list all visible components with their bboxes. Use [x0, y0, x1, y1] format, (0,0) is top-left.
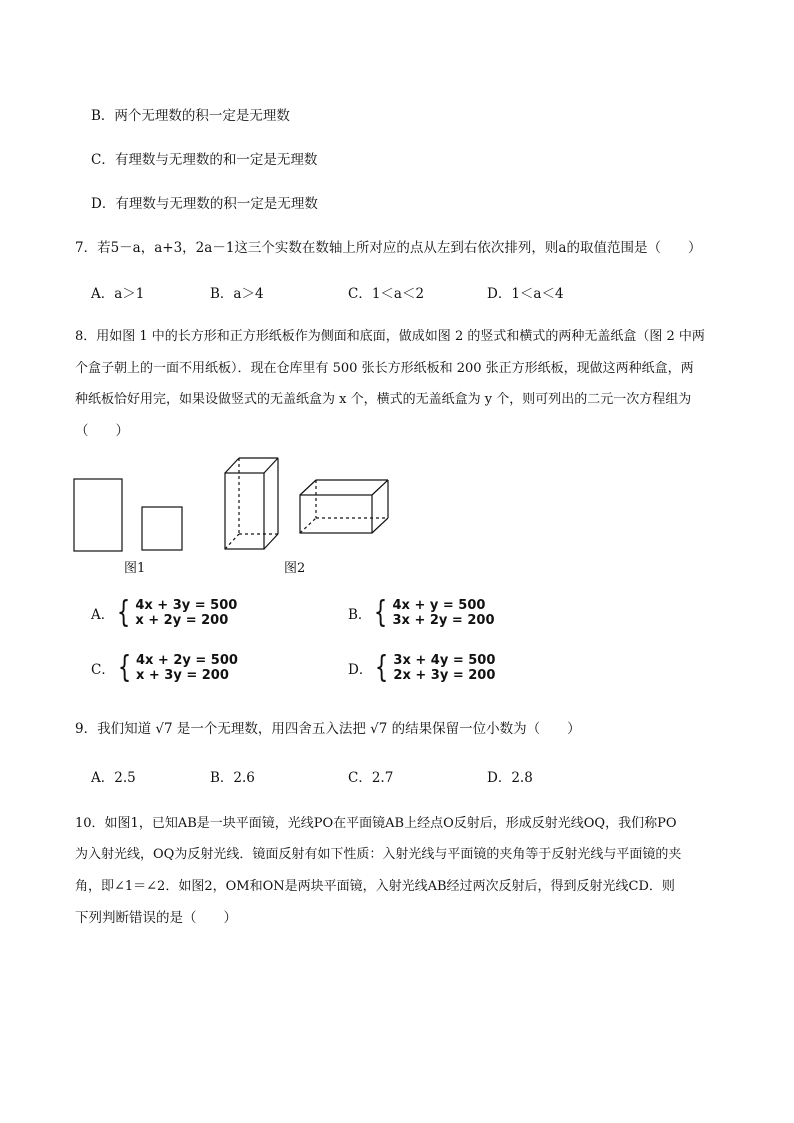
figure-1-boards	[70, 470, 190, 555]
q8-option-a-eq2: x + 2y = 200	[135, 613, 229, 628]
vertical-box	[225, 458, 278, 549]
q10-stem-line3: 角，即∠1＝∠2．如图2，OM和ON是两块平面镜，入射光线AB经过两次反射后，得到反射光线CD．则	[75, 879, 675, 894]
q8-option-d-eq2: 2x + 3y = 200	[393, 668, 496, 683]
q10-stem-line4: 下列判断错误的是（ ）	[75, 910, 237, 926]
q8-option-a	[91, 595, 238, 630]
q9-option-c: C．2.7	[348, 770, 394, 786]
q8-option-d-label: D．	[348, 662, 373, 678]
q8-stem-line1: 8．用如图 1 中的长方形和正方形纸板作为侧面和底面，做成如图 2 的竖式和横式的两种无盖纸盒（图 2 中两	[75, 329, 705, 344]
figure-2-caption: 图2	[284, 561, 306, 576]
q8-option-b	[348, 595, 495, 630]
brace-icon: {	[117, 650, 132, 685]
q8-stem-line4: （ ）	[75, 423, 129, 439]
q6-option-b: B．两个无理数的积一定是无理数	[91, 108, 290, 124]
q8-stem-line3: 种纸板恰好用完，如果设做竖式的无盖纸盒为 x 个，横式的无盖纸盒为 y 个，则可列出的二元一次方程组为	[75, 392, 692, 407]
q9-stem: 9．我们知道 √7 是一个无理数，用四舍五入法把 √7 的结果保留一位小数为（ ）	[75, 721, 581, 737]
q10-stem-line2: 为入射光线，OQ为反射光线．镜面反射有如下性质：入射光线与平面镜的夹角等于反射光线与平面镜的夹	[75, 847, 682, 862]
brace-icon: {	[374, 595, 388, 630]
q10-stem-line1: 10．如图1，已知AB是一块平面镜，光线PO在平面镜AB上经点O反射后，形成反射光线OQ，我们称PO	[75, 816, 677, 831]
q8-option-c	[91, 650, 238, 685]
horizontal-box	[300, 480, 388, 533]
q7-option-b: B．a＞4	[210, 286, 264, 302]
rectangle-board	[74, 479, 122, 551]
q9-option-b: B．2.6	[210, 770, 255, 786]
q8-option-c-eq2: x + 3y = 200	[135, 668, 229, 683]
q7-option-a: A．a＞1	[91, 286, 145, 302]
q8-option-d	[348, 650, 496, 685]
q9-option-d: D．2.8	[487, 770, 533, 786]
q8-option-c-label: C．	[91, 662, 115, 678]
q8-option-c-eq1: 4x + 2y = 500	[135, 653, 238, 668]
square-board	[142, 507, 182, 550]
q8-option-b-label: B．	[348, 607, 372, 623]
q6-option-d: D．有理数与无理数的积一定是无理数	[91, 196, 318, 212]
brace-icon: {	[375, 650, 389, 685]
q8-option-d-eq1: 3x + 4y = 500	[393, 653, 496, 668]
q8-option-a-eq1: 4x + 3y = 500	[135, 598, 238, 613]
q6-option-c: C．有理数与无理数的和一定是无理数	[91, 152, 318, 168]
q7-option-c: C．1＜a＜2	[348, 286, 425, 302]
q8-option-b-eq2: 3x + 2y = 200	[392, 613, 495, 628]
q8-stem-line2: 个盒子朝上的一面不用纸板）．现在仓库里有 500 张长方形纸板和 200 张正方形纸板，现做这两种纸盒，两	[75, 361, 694, 376]
figure-2-boxes	[218, 455, 393, 555]
brace-icon: {	[117, 595, 131, 630]
q7-option-d: D．1＜a＜4	[487, 286, 564, 302]
q7-stem: 7．若5－a，a+3，2a－1这三个实数在数轴上所对应的点从左到右依次排列，则a的取值范围是（ ）	[75, 240, 702, 256]
q8-option-b-eq1: 4x + y = 500	[392, 598, 486, 613]
q9-option-a: A．2.5	[91, 770, 136, 786]
q8-option-a-label: A．	[91, 607, 115, 623]
figure-1-caption: 图1	[124, 561, 146, 576]
